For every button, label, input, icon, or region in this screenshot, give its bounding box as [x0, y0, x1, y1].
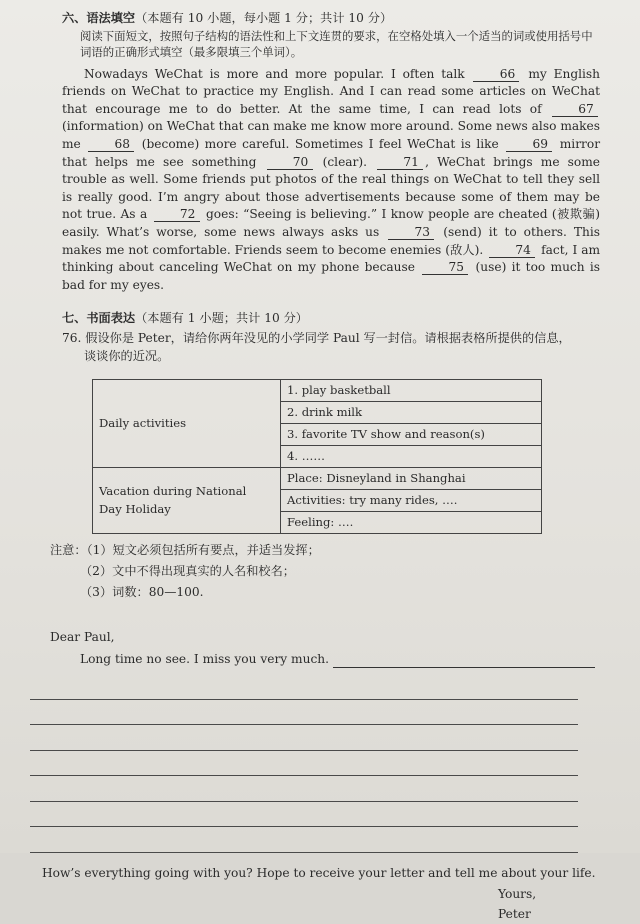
- answer-line[interactable]: [30, 751, 578, 777]
- blank-74: 74: [489, 243, 535, 258]
- blank-69: 69: [506, 137, 552, 152]
- answer-lines: [30, 674, 578, 853]
- note-item: （1）短文必须包括所有要点，并适当发挥；: [86, 543, 320, 558]
- notes-label: 注意：: [50, 543, 87, 558]
- writing-notes: [50, 540, 600, 603]
- answer-line[interactable]: [30, 802, 578, 828]
- writing-section-title: [62, 310, 600, 328]
- vacation-label: Vacation during National Day Holiday: [93, 468, 281, 534]
- note-item: （3）词数：80—100.: [80, 585, 204, 600]
- note-item: （2）文中不得出现真实的人名和校名；: [80, 564, 295, 579]
- grammar-section-title: [62, 10, 600, 28]
- writing-title-note: （本题有 1 小题；共计 10 分）: [135, 311, 308, 326]
- grammar-passage: Nowadays WeChat is more and more popular. I often talk 66 my English friends on WeChat to practice my English. And I can read some articles on WeChat that encourage me to do better. At the same time, I can read lots of 67 (information) on WeChat that can make me know more around. Some news also makes me 68 (become) more careful. Sometimes I feel WeChat is like 69 mirror that helps me see something 70 (clear). 71 , WeChat brings me some trouble as well. Some friends put photos of the real things on WeChat to tell they sell is really good. I’m angry about those advertisements because some of them may be not true. As a 72 goes: “Seeing is believing.” I know people are cheated (被欺骗) easily. What’s worse, some news always asks us 73 (send) it to others. This makes me not comfortable. Friends seem to become enemies (敌人). 74 fact, I am thinking about canceling WeChat on my phone because 75 (use) it too much is bad for my eyes.: [62, 66, 601, 292]
- letter: [42, 629, 600, 924]
- table-cell: Activities: try many rides, ….: [281, 490, 542, 512]
- table-cell: Place: Disneyland in Shanghai: [281, 468, 542, 490]
- letter-signoff: Yours,: [498, 887, 537, 902]
- grammar-instruction: 阅读下面短文，按照句子结构的语法性和上下文连贯的要求，在空格处填入一个适当的词或使用括号中词语的正确形式填空（最多限填三个单词）。: [80, 28, 593, 59]
- info-table: [92, 379, 542, 534]
- letter-greeting: Dear Paul,: [50, 630, 115, 645]
- answer-line[interactable]: [30, 674, 578, 700]
- answer-line[interactable]: [30, 700, 578, 726]
- letter-opening: Long time no see. I miss you very much.: [80, 651, 600, 669]
- letter-signoff-block: [498, 884, 600, 924]
- table-cell: 2. drink milk: [281, 402, 542, 424]
- blank-67: 67: [552, 102, 598, 117]
- letter-closing: How’s everything going with you? Hope to receive your letter and tell me about your life.: [42, 865, 596, 880]
- blank-75: 75: [422, 260, 468, 275]
- writing-prompt: 76. 假设你是 Peter，请给你两年没见的小学同学 Paul 写一封信。请根据表格所提供的信息， 谈谈你的近况。: [62, 330, 571, 363]
- table-cell: 1. play basketball: [281, 380, 542, 402]
- answer-line[interactable]: [30, 827, 578, 853]
- answer-line[interactable]: [333, 653, 595, 668]
- blank-71: 71: [377, 155, 423, 170]
- blank-73: 73: [388, 225, 434, 240]
- grammar-title-note: （本题有 10 小题，每小题 1 分；共计 10 分）: [135, 11, 393, 25]
- answer-line[interactable]: [30, 725, 578, 751]
- writing-title: 七、书面表达: [62, 311, 136, 326]
- table-cell: Feeling: ….: [281, 512, 542, 534]
- writing-section: [42, 310, 600, 924]
- blank-72: 72: [154, 207, 200, 222]
- letter-signature: Peter: [498, 907, 531, 922]
- table-cell: 3. favorite TV show and reason(s): [281, 424, 542, 446]
- table-cell: 4. ……: [281, 446, 542, 468]
- daily-activities-label: Daily activities: [93, 380, 281, 468]
- grammar-title: 六、语法填空: [62, 11, 136, 25]
- blank-68: 68: [88, 137, 134, 152]
- blank-70: 70: [267, 155, 313, 170]
- blank-66: 66: [473, 67, 519, 82]
- answer-line[interactable]: [30, 776, 578, 802]
